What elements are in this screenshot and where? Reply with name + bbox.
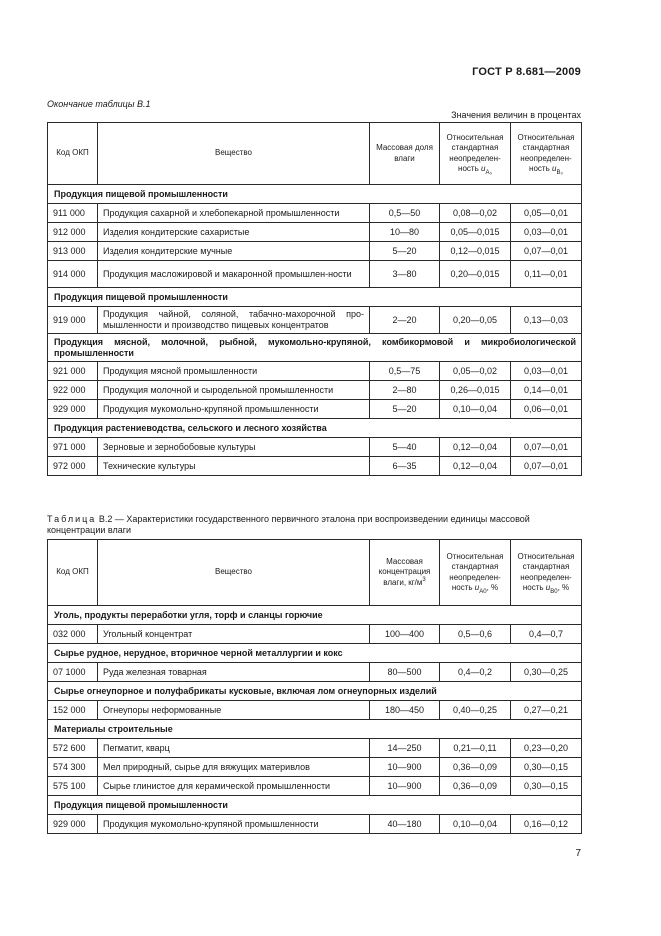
- document-header: ГОСТ Р 8.681—2009: [472, 66, 581, 78]
- table2-header-row: [48, 540, 582, 606]
- moisture-value: 5—20: [370, 242, 440, 261]
- substance-name: Продукция молочной и сыродельной промышленности: [98, 381, 370, 400]
- ub-value: 0,30—0,15: [511, 777, 582, 796]
- section-row: [48, 288, 582, 307]
- substance-name: Продукция мукомольно-крупяной промышленности: [98, 400, 370, 419]
- okp-code: 971 000: [48, 438, 98, 457]
- ub-value: 0,16—0,12: [511, 815, 582, 834]
- moisture-value: 2—20: [370, 307, 440, 334]
- table2-header-substance: Вещество: [98, 540, 370, 606]
- okp-code: 574 300: [48, 758, 98, 777]
- substance-name: Технические культуры: [98, 457, 370, 476]
- moisture-value: 14—250: [370, 739, 440, 758]
- ub-value: 0,4—0,7: [511, 625, 582, 644]
- table-row: [48, 381, 582, 400]
- okp-code: 912 000: [48, 223, 98, 242]
- ub-value: 0,14—0,01: [511, 381, 582, 400]
- ua-value: 0,21—0,11: [440, 739, 511, 758]
- ua-value: 0,08—0,02: [440, 204, 511, 223]
- table2-header-moisture: Массовая концентрация влаги, $кг/м^3$: [370, 540, 440, 606]
- ua-value: 0,36—0,09: [440, 777, 511, 796]
- section-row: [48, 334, 582, 362]
- ua-value: 0,5—0,6: [440, 625, 511, 644]
- ua-value: 0,05—0,015: [440, 223, 511, 242]
- ua-value: 0,12—0,015: [440, 242, 511, 261]
- table-row: [48, 701, 582, 720]
- moisture-value: 0,5—50: [370, 204, 440, 223]
- okp-code: 152 000: [48, 701, 98, 720]
- table1-caption: Окончание таблицы В.1: [47, 99, 151, 109]
- okp-code: 921 000: [48, 362, 98, 381]
- substance-name: Продукция чайной, соляной, табачно-махорочной про-мышленности и производство пищевых концентратов: [98, 307, 370, 334]
- okp-code: 914 000: [48, 261, 98, 288]
- okp-code: 929 000: [48, 400, 98, 419]
- section-row: [48, 644, 582, 663]
- ua-value: 0,10—0,04: [440, 400, 511, 419]
- table2-header-ua: Относительная стандартная неопределен- ность $u_{A0}$, %: [440, 540, 511, 606]
- table-row: [48, 815, 582, 834]
- okp-code: 913 000: [48, 242, 98, 261]
- ub-value: 0,05—0,01: [511, 204, 582, 223]
- okp-code: 572 600: [48, 739, 98, 758]
- section-row: [48, 796, 582, 815]
- moisture-value: 10—80: [370, 223, 440, 242]
- section-title: Сырье огнеупорное и полуфабрикаты кусковые, включая лом огнеупорных изделий: [48, 682, 582, 701]
- substance-name: Сырье глинистое для керамической промышленности: [98, 777, 370, 796]
- table-row: [48, 242, 582, 261]
- table-row: [48, 400, 582, 419]
- moisture-value: 80—500: [370, 663, 440, 682]
- section-title: Продукция пищевой промышленности: [48, 796, 582, 815]
- ua-value: 0,40—0,25: [440, 701, 511, 720]
- okp-code: 919 000: [48, 307, 98, 334]
- okp-code: 911 000: [48, 204, 98, 223]
- table-b2: [47, 539, 582, 834]
- moisture-value: 180—450: [370, 701, 440, 720]
- moisture-value: 10—900: [370, 758, 440, 777]
- table-row: [48, 758, 582, 777]
- table-row: [48, 204, 582, 223]
- moisture-value: 5—40: [370, 438, 440, 457]
- ub-value: 0,06—0,01: [511, 400, 582, 419]
- ua-value: 0,12—0,04: [440, 438, 511, 457]
- ub-value: 0,11—0,01: [511, 261, 582, 288]
- substance-name: Изделия кондитерские сахаристые: [98, 223, 370, 242]
- table2-header-code: Код ОКП: [48, 540, 98, 606]
- table-row: [48, 261, 582, 288]
- moisture-value: 10—900: [370, 777, 440, 796]
- page-number: 7: [575, 848, 581, 859]
- table1-header-moisture: Массовая доля влаги: [370, 123, 440, 185]
- substance-name: Руда железная товарная: [98, 663, 370, 682]
- moisture-value: 6—35: [370, 457, 440, 476]
- okp-code: 032 000: [48, 625, 98, 644]
- ub-value: 0,07—0,01: [511, 438, 582, 457]
- substance-name: Продукция сахарной и хлебопекарной промышленности: [98, 204, 370, 223]
- ua-value: 0,4—0,2: [440, 663, 511, 682]
- table1-units-note: Значения величин в процентах: [451, 110, 581, 120]
- table2-caption: Таблица В.2 — Характеристики государственного первичного эталона при воспроизведении единицы массовой концентрации влаги: [47, 514, 530, 535]
- ua-value: 0,26—0,015: [440, 381, 511, 400]
- moisture-value: 40—180: [370, 815, 440, 834]
- table-row: [48, 307, 582, 334]
- section-title: Продукция пищевой промышленности: [48, 288, 582, 307]
- section-title: Уголь, продукты переработки угля, торф и сланцы горючие: [48, 606, 582, 625]
- substance-name: Продукция мясной промышленности: [98, 362, 370, 381]
- table1-header-substance: Вещество: [98, 123, 370, 185]
- ua-value: 0,20—0,015: [440, 261, 511, 288]
- section-title: Продукция растениеводства, сельского и лесного хозяйства: [48, 419, 582, 438]
- section-row: [48, 185, 582, 204]
- ua-value: 0,12—0,04: [440, 457, 511, 476]
- substance-name: Продукция мукомольно-крупяной промышленности: [98, 815, 370, 834]
- substance-name: Зерновые и зернобобовые культуры: [98, 438, 370, 457]
- moisture-value: 5—20: [370, 400, 440, 419]
- substance-name: Мел природный, сырье для вяжущих материвлов: [98, 758, 370, 777]
- table1-header-ua: Относительная стандартная неопределен- ность $u_{A_0}$: [440, 123, 511, 185]
- ub-value: 0,23—0,20: [511, 739, 582, 758]
- okp-code: 07 1000: [48, 663, 98, 682]
- ua-value: 0,05—0,02: [440, 362, 511, 381]
- ub-value: 0,07—0,01: [511, 242, 582, 261]
- ua-value: 0,10—0,04: [440, 815, 511, 834]
- table-row: [48, 362, 582, 381]
- substance-name: Продукция масложировой и макаронной промышлен-ности: [98, 261, 370, 288]
- ub-value: 0,03—0,01: [511, 223, 582, 242]
- table-row: [48, 625, 582, 644]
- moisture-value: 100—400: [370, 625, 440, 644]
- table-b1-continuation: [47, 122, 582, 476]
- ua-value: 0,36—0,09: [440, 758, 511, 777]
- moisture-value: 0,5—75: [370, 362, 440, 381]
- section-row: [48, 419, 582, 438]
- substance-name: Изделия кондитерские мучные: [98, 242, 370, 261]
- table1-header-code: Код ОКП: [48, 123, 98, 185]
- table2-header-ub: Относительная стандартная неопределен- ность $u_{B0}$, %: [511, 540, 582, 606]
- table1-header-row: [48, 123, 582, 185]
- ua-value: 0,20—0,05: [440, 307, 511, 334]
- ub-value: 0,07—0,01: [511, 457, 582, 476]
- okp-code: 972 000: [48, 457, 98, 476]
- section-title: Продукция пищевой промышленности: [48, 185, 582, 204]
- substance-name: Угольный концентрат: [98, 625, 370, 644]
- section-title: Продукция мясной, молочной, рыбной, мукомольно-крупяной, комбикормовой и микробиологической промышленности: [48, 334, 582, 362]
- section-row: [48, 606, 582, 625]
- ub-value: 0,13—0,03: [511, 307, 582, 334]
- okp-code: 929 000: [48, 815, 98, 834]
- table-row: [48, 739, 582, 758]
- ub-value: 0,27—0,21: [511, 701, 582, 720]
- ub-value: 0,30—0,15: [511, 758, 582, 777]
- table-row: [48, 223, 582, 242]
- table1-header-ub: Относительная стандартная неопределен- ность $u_{B_0}$: [511, 123, 582, 185]
- table-row: [48, 777, 582, 796]
- ub-value: 0,03—0,01: [511, 362, 582, 381]
- okp-code: 922 000: [48, 381, 98, 400]
- substance-name: Огнеупоры неформованные: [98, 701, 370, 720]
- table-row: [48, 663, 582, 682]
- section-row: [48, 720, 582, 739]
- section-title: Материалы строительные: [48, 720, 582, 739]
- section-title: Сырье рудное, нерудное, вторичное черной металлургии и кокс: [48, 644, 582, 663]
- table-row: [48, 438, 582, 457]
- moisture-value: 2—80: [370, 381, 440, 400]
- section-row: [48, 682, 582, 701]
- table-row: [48, 457, 582, 476]
- okp-code: 575 100: [48, 777, 98, 796]
- substance-name: Пегматит, кварц: [98, 739, 370, 758]
- ub-value: 0,30—0,25: [511, 663, 582, 682]
- moisture-value: 3—80: [370, 261, 440, 288]
